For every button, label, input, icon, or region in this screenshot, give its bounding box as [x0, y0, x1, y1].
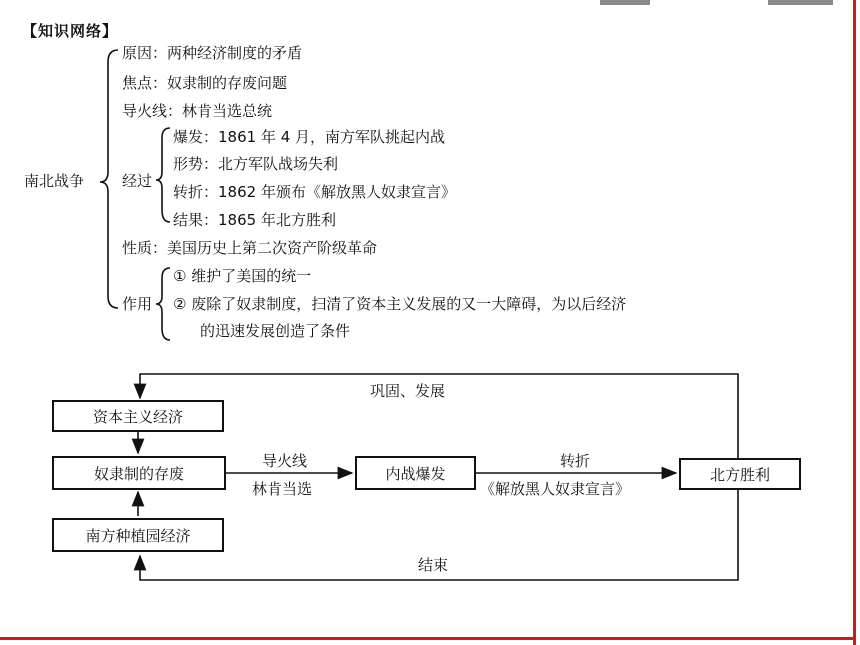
node-north-victory: 北方胜利	[679, 458, 801, 490]
section-heading: 【知识网络】	[22, 22, 119, 40]
outline-result: 结果：1865 年北方胜利	[173, 211, 336, 229]
node-plantation: 南方种植园经济	[52, 518, 224, 552]
label-proclamation: 《解放黑人奴隶宣言》	[480, 480, 631, 498]
outline-fuse: 导火线：林肯当选总统	[122, 102, 273, 120]
node-slavery: 奴隶制的存废	[52, 456, 226, 490]
outline-nature: 性质：美国历史上第二次资产阶级革命	[122, 239, 378, 257]
outline-root: 南北战争	[24, 172, 85, 190]
label-turning: 转折	[560, 452, 591, 470]
label-consolidate: 巩固、发展	[370, 382, 446, 400]
label-lincoln: 林肯当选	[252, 480, 313, 498]
label-fuse: 导火线	[262, 452, 308, 470]
outline-effect-2-line2: 的迅速发展创造了条件	[200, 322, 351, 340]
outline-cause: 原因：两种经济制度的矛盾	[122, 44, 303, 62]
outline-process-label: 经过	[122, 172, 153, 190]
outline-focus: 焦点：奴隶制的存废问题	[122, 74, 288, 92]
label-end: 结束	[418, 556, 449, 574]
node-civil-war: 内战爆发	[355, 456, 476, 490]
outline-turning: 转折：1862 年颁布《解放黑人奴隶宣言》	[173, 183, 456, 201]
outline-situation: 形势：北方军队战场失利	[173, 155, 339, 173]
node-capitalism: 资本主义经济	[52, 400, 224, 432]
outline-effect-2-line1: ② 废除了奴隶制度，扫清了资本主义发展的又一大障碍，为以后经济	[173, 295, 627, 313]
outline-effect-label: 作用	[122, 295, 153, 313]
outline-outbreak: 爆发：1861 年 4 月，南方军队挑起内战	[173, 128, 446, 146]
outline-effect-1: ① 维护了美国的统一	[173, 267, 312, 285]
